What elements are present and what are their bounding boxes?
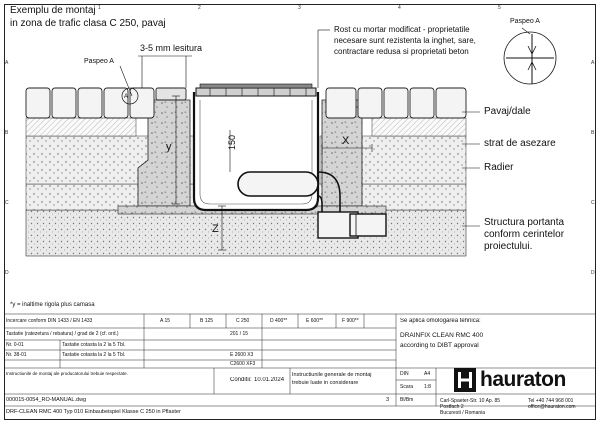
hauraton-logo <box>454 366 578 394</box>
gap-label: 3-5 mm lesitura <box>140 43 203 53</box>
support-callout-line2: conform cerintelor <box>484 229 565 240</box>
class-c250: C 250 <box>236 318 250 324</box>
class-d400: D 400** <box>270 318 288 324</box>
frame-row-a-right: A <box>591 60 595 66</box>
dim-z: Z <box>212 223 219 235</box>
mortar-callout-line1: Rost cu mortar modificat - proprietatile <box>334 25 470 34</box>
mortar-callout-line3: contractare redusa si proprietati beton <box>334 47 469 56</box>
approval-label: Se aplica omologarea tehnica: <box>400 318 481 324</box>
row3-label: Tastatie cotasta la 2 la 5 Tbl. <box>62 342 126 348</box>
class-f900: F 900** <box>342 318 359 324</box>
class-b125: B 125 <box>200 318 214 324</box>
format-label: DIN <box>400 371 409 377</box>
format-value: A4 <box>424 371 431 377</box>
pavers-right <box>326 88 466 118</box>
row4-value: C2600 XF3 <box>230 361 256 367</box>
row2-label: Tastatie (ratezetura / rebatura) / grad de 2 (cf. ord.) <box>6 331 119 337</box>
support-callout-line1: Structura portanta <box>484 217 565 228</box>
instructions-line1: Instructiunile generale de montaj <box>292 372 372 378</box>
logo-wordmark: hauraton <box>480 368 566 391</box>
support-layer <box>26 210 466 256</box>
frame-col-1: 1 <box>98 5 101 11</box>
frame-row-b: B <box>5 130 9 136</box>
drawing-title-line2: in zona de trafic clasa C 250, pavaj <box>10 18 166 29</box>
frame-row-c-right: C <box>591 200 595 206</box>
sheet-label: Bl/Bm <box>400 397 414 403</box>
row3-value: E 2600 X3 <box>230 352 254 358</box>
paving-callout: Pavaj/dale <box>484 106 531 117</box>
logo-mark-icon <box>454 368 476 392</box>
detail-label-left: Paspeo A <box>84 58 114 65</box>
instructions-line2: trebuie luate in considerare <box>292 380 359 386</box>
frame-row-b-right: B <box>591 130 595 136</box>
footnote: *y = inaltime rigola plus camasa <box>10 302 95 308</box>
drawing-number: 000015-0054_RO-MANUAL.dwg <box>6 397 87 403</box>
drawing-index: 3 <box>386 397 390 403</box>
approval-line2: according to DIBT approval <box>400 342 479 349</box>
frame-col-2: 2 <box>198 5 201 11</box>
mortar-callout-line2: necesare sunt rezistenta la inghet, sare, <box>334 36 476 45</box>
frame-col-5: 5 <box>498 5 501 11</box>
dim-width: 150 <box>227 134 237 150</box>
dim-x: X <box>342 135 350 147</box>
dim-y: y <box>166 141 172 153</box>
scale-value: 1:8 <box>424 384 431 390</box>
company-address2: Postfach 2 <box>440 404 464 410</box>
drawing-title-line1: Exemplu de montaj <box>10 5 96 16</box>
frame-row-a: A <box>5 60 9 66</box>
frame-row-d-right: D <box>591 270 595 276</box>
date-label: Conditii: <box>230 377 252 383</box>
detail-a-circle <box>504 28 556 84</box>
dim-a-marker: A <box>124 94 129 100</box>
company-address1: Carl-Spaeter-Str. 10 Ap. 85 <box>440 398 501 404</box>
frame-col-3: 3 <box>298 5 301 11</box>
detail-label-right: Paspeo A <box>510 18 540 25</box>
frame-row-c: C <box>5 200 9 206</box>
load-classes-header: Incercare conform DIN 1433 / EN 1433 <box>6 318 93 324</box>
company-email: office@hauraton.com <box>528 404 576 410</box>
small-row-b: Nr. 38-01 <box>6 352 27 358</box>
approval-line1: DRAINFIX CLEAN RMC 400 <box>400 332 484 339</box>
class-e600: E 600** <box>306 318 323 324</box>
company-phone: Tel +40 744 968 001 <box>528 398 574 404</box>
class-a15: A 15 <box>160 318 171 324</box>
note-top: Instructiunile de montaj ale producatorului trebuie respectate. <box>6 371 128 376</box>
scale-label: Scara <box>400 384 414 390</box>
bottom-caption: DRF-CLEAN RMC 400 Typ 010 Einbaubeispiel Klasse C 250 in Pflaster <box>6 409 181 415</box>
bedding-callout: strat de asezare <box>484 138 556 149</box>
screed-callout: Radier <box>484 162 514 173</box>
row2-value: 201 / 15 <box>230 331 249 337</box>
support-callout-line3: proiectului. <box>484 241 533 252</box>
small-row-a: Nr. 0-01 <box>6 342 24 348</box>
frame-row-d: D <box>5 270 9 276</box>
company-address3: Bucuresti / Romania <box>440 410 486 416</box>
date-value: 10.01.2024 <box>254 377 285 383</box>
row4-label: Tastatie cotasta la 2 la 5 Tbl. <box>62 352 126 358</box>
frame-col-4: 4 <box>398 5 401 11</box>
